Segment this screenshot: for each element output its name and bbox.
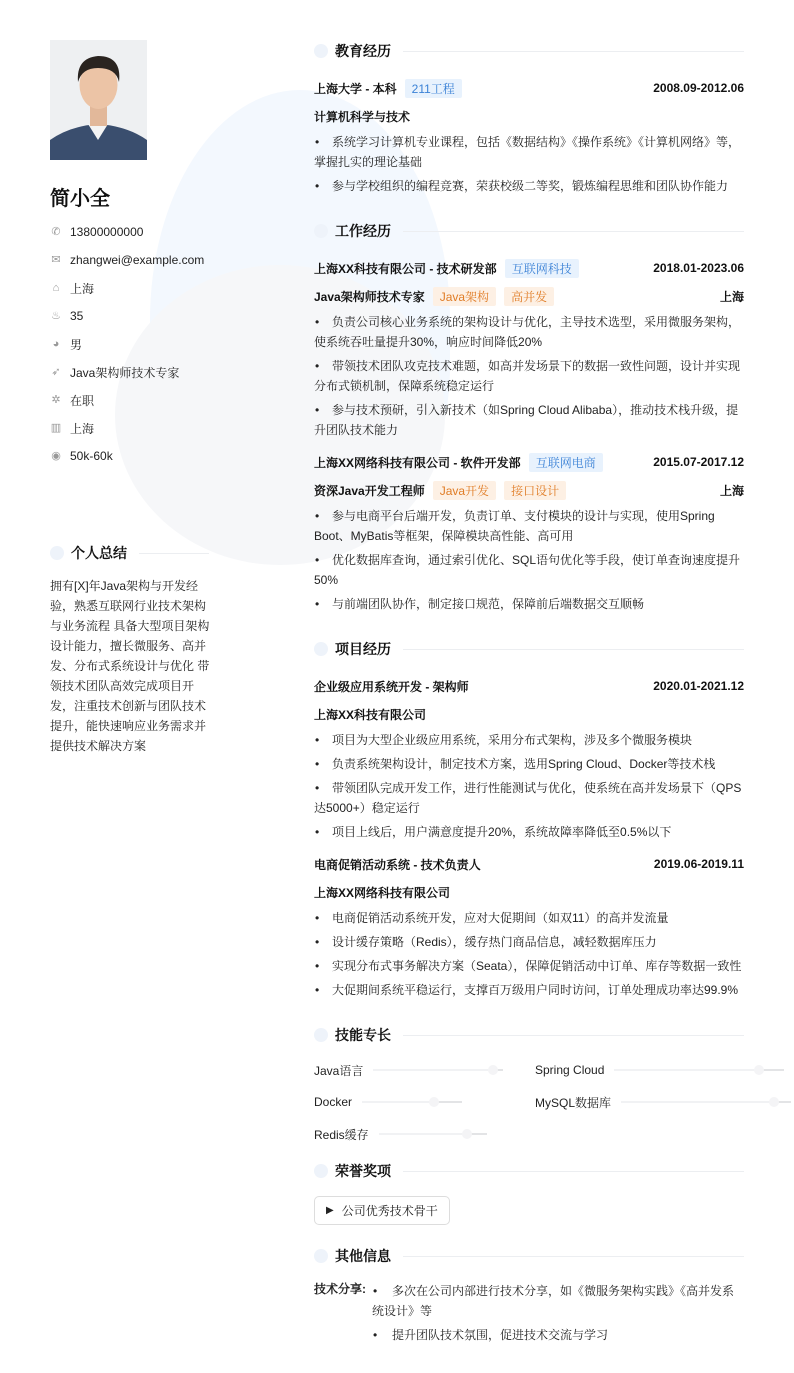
bullet-text: 参与技术预研，引入新技术（如Spring Cloud Alibaba），推动技术栈升级，提升团队技术能力 [314,403,739,437]
list-item [314,176,744,196]
skill-level-bar [379,1133,487,1135]
skill-name: Docker [314,1095,353,1109]
divider [403,231,744,232]
list-item [314,132,744,172]
info-text: 男 [70,337,83,352]
skill-level-knob [462,1129,472,1139]
list-item [314,778,744,818]
skill-level-bar [362,1101,462,1103]
projects-section [314,638,744,1000]
bullet-list [314,506,744,614]
section-dot-icon [314,44,328,58]
bullet-text: 实现分布式事务解决方案（Seata），保障促销活动中订单、库存等数据一致性 [332,959,742,973]
skill-level-knob [429,1097,439,1107]
skill-name: Spring Cloud [535,1063,605,1077]
entry [314,448,744,614]
bullet-icon: • [315,825,320,839]
divider [403,649,744,650]
section-dot-icon [314,224,328,238]
entry-subtitle: 资深Java开发工程师 [314,483,425,498]
tech-sharing-label: 技术分享: [314,1282,366,1296]
sidebar [50,40,265,756]
list-item [314,730,744,750]
skill-level-knob [754,1065,764,1075]
info-row [50,302,265,330]
section-heading [314,638,744,660]
info-row [50,330,265,358]
entry-location: 上海 [719,289,744,304]
info-row [50,358,265,386]
entry-date: 2019.06-2019.11 [653,857,744,871]
bullet-icon: • [315,359,320,373]
bullet-icon: • [315,733,320,747]
bullet-icon: • [315,315,320,329]
bullet-text: 负责公司核心业务系统的架构设计与优化，主导技术选型，采用微服务架构，使系统吞吐量提升30%，响应时间降低20% [314,315,741,349]
section-heading [314,220,744,242]
info-row [50,274,265,302]
entry-location: 上海 [719,483,744,498]
entry-subtitle: 上海XX科技有限公司 [314,707,427,722]
bullet-text: 参与电商平台后端开发，负责订单、支付模块的设计与实现，使用Spring Boot、MyBatis等框架，保障模块高性能、高可用 [314,509,715,543]
entry-header [314,448,744,476]
list-item [314,908,744,928]
list-item [372,1281,744,1321]
divider [403,1171,744,1172]
section-heading [314,1160,744,1182]
education-section [314,40,744,196]
bullet-icon: • [315,135,320,149]
skill-item [314,1124,535,1144]
entry-subtitle: 计算机科学与技术 [314,109,411,124]
list-item [372,1325,744,1345]
phone-icon: ✆ [51,226,61,238]
skill-item [535,1092,744,1112]
main-content [314,40,744,1373]
skill-level-bar [373,1069,503,1071]
info-text: 13800000000 [70,225,144,239]
profile-photo [50,40,147,160]
bullet-text: 参与学校组织的编程竞赛，荣获校级二等奖，锻炼编程思维和团队协作能力 [332,179,729,193]
skill-item [314,1060,535,1080]
entry-subtitle: 上海XX网络科技有限公司 [314,885,451,900]
other-section [314,1245,744,1349]
entries [314,254,744,614]
gender-icon: ◕ [52,338,60,350]
entry-title: 企业级应用系统开发 - 架构师 [314,679,469,694]
bullet-icon: • [315,403,320,417]
skill-level-bar [621,1101,791,1103]
list-item [314,932,744,952]
bullet-icon: • [315,553,320,567]
info-row [50,386,265,414]
bullet-text: 设计缓存策略（Redis），缓存热门商品信息，减轻数据库压力 [332,935,657,949]
entry-title: 上海XX科技有限公司 - 技术研发部 [314,261,497,276]
bullet-icon: • [315,179,320,193]
entry-date: 2018.01-2023.06 [653,261,744,275]
entry-subheader [314,102,744,130]
bullet-icon: • [315,509,320,523]
info-row [50,218,265,246]
bullet-text: 项目为大型企业级应用系统，采用分布式架构，涉及多个微服务模块 [332,733,693,747]
tag: 互联网电商 [529,453,603,472]
info-text: Java架构师技术专家 [70,365,180,380]
bullet-list [314,312,744,440]
entry [314,672,744,842]
section-title: 技能专长 [335,1027,391,1043]
bullet-icon: • [315,911,320,925]
divider [403,1035,744,1036]
skills-grid [314,1060,744,1144]
entry-header [314,850,744,878]
bullet-icon: • [315,935,320,949]
entry-title: 上海大学 - 本科 [314,81,397,96]
entry-subheader [314,282,744,310]
summary-text: 拥有[X]年Java架构与开发经验，熟悉互联网行业技术架构与业务流程 具备大型项目架构设计能力，擅长微服务、高并发、分布式系统设计与优化 带领技术团队高效完成项目开发，注重技术创新与团队技术提升，能快速响应业务需求并提供技术解决方案 [50,579,210,753]
section-title: 其他信息 [335,1248,391,1264]
divider [403,1256,744,1257]
entry-title: 电商促销活动系统 - 技术负责人 [314,857,481,872]
entry [314,74,744,196]
section-dot-icon [314,1028,328,1042]
section-heading [314,40,744,62]
section-heading [314,1245,744,1267]
status-icon: ✲ [51,394,61,406]
bullet-icon: • [315,757,320,771]
bullet-icon: • [315,959,320,973]
tech-sharing [314,1279,744,1349]
bullet-icon: • [373,1328,378,1342]
list-item [314,312,744,352]
list-item [314,822,744,842]
skill-name: Java语言 [314,1063,364,1078]
info-text: 上海 [70,281,95,296]
skill-name: MySQL数据库 [535,1095,612,1110]
bullet-icon: • [315,781,320,795]
section-dot-icon [314,642,328,656]
salary-icon: ◉ [51,450,61,462]
skill-level-knob [769,1097,779,1107]
info-text: 35 [70,309,84,323]
section-dot-icon [314,1249,328,1263]
list-item [314,356,744,396]
bullet-text: 大促期间系统平稳运行，支撑百万级用户同时访问，订单处理成功率达99.9% [332,983,739,997]
entry-date: 2008.09-2012.06 [653,81,744,95]
info-text: 在职 [70,393,95,408]
entry [314,254,744,440]
info-text: zhangwei@example.com [70,253,205,267]
mail-icon: ✉ [51,254,61,266]
entry-subheader [314,878,744,906]
bullet-text: 多次在公司内部进行技术分享，如《微服务架构实践》《高并发系统设计》等 [372,1284,735,1318]
section-heading [314,1024,744,1046]
send-icon: ➶ [51,366,61,378]
candidate-name: 简小全 [50,188,110,210]
entry-date: 2015.07-2017.12 [653,455,744,469]
entry-title: 上海XX网络科技有限公司 - 软件开发部 [314,455,521,470]
contact-info [50,218,265,470]
bullet-text: 带领技术团队攻克技术难题，如高并发场景下的数据一致性问题，设计并实现分布式锁机制，保障系统稳定运行 [314,359,741,393]
skill-item [535,1060,744,1080]
skill-item [314,1092,535,1112]
awards-section [314,1160,744,1225]
tag: 高并发 [504,287,554,306]
tag: 211工程 [405,79,462,98]
play-icon: ▶ [326,1205,334,1216]
list-item [314,506,744,546]
work-section [314,220,744,614]
section-title: 项目经历 [335,641,391,657]
entry-subheader [314,476,744,504]
section-title: 教育经历 [335,43,391,59]
bullet-text: 项目上线后，用户满意度提升20%，系统故障率降低至0.5%以下 [332,825,672,839]
skill-level-bar [614,1069,784,1071]
cake-icon: ♨ [51,310,61,322]
info-row [50,414,265,442]
entry-date: 2020.01-2021.12 [653,679,744,693]
skill-name: Redis缓存 [314,1127,369,1142]
list-item [314,594,744,614]
divider [403,51,744,52]
entry-header [314,254,744,282]
list-item [314,754,744,774]
bullet-list [314,132,744,196]
list-item [314,980,744,1000]
bullet-text: 电商促销活动系统开发，应对大促期间（如双11）的高并发流量 [332,911,669,925]
list-item [314,956,744,976]
entry-subheader [314,700,744,728]
home-icon: ⌂ [52,282,60,294]
info-text: 上海 [70,421,95,436]
list-item [314,550,744,590]
section-dot-icon [50,546,64,560]
bullet-text: 提升团队技术氛围，促进技术交流与学习 [392,1328,609,1342]
tag: 互联网科技 [505,259,579,278]
section-dot-icon [314,1164,328,1178]
section-title: 工作经历 [335,223,391,239]
tag: Java开发 [433,481,496,500]
bullet-icon: • [373,1284,378,1298]
entry-header [314,672,744,700]
award-text: 公司优秀技术骨干 [341,1204,438,1218]
entry-subtitle: Java架构师技术专家 [314,289,425,304]
list-item [314,400,744,440]
bullet-list [372,1281,744,1349]
entry-header [314,74,744,102]
bullet-icon: • [315,597,320,611]
skills-section [314,1024,744,1144]
info-row [50,246,265,274]
section-title: 个人总结 [71,545,127,561]
bullet-text: 负责系统架构设计，制定技术方案，选用Spring Cloud、Docker等技术栈 [332,757,716,771]
bullet-list [314,730,744,842]
entries [314,74,744,196]
bullet-text: 带领团队完成开发工作，进行性能测试与优化，使系统在高并发场景下（QPS达5000+）稳定运行 [314,781,742,815]
building-icon: ▥ [50,422,62,434]
bullet-list [314,908,744,1000]
bullet-text: 系统学习计算机专业课程，包括《数据结构》《操作系统》《计算机网络》等，掌握扎实的理论基础 [314,135,741,169]
tag: Java架构 [433,287,496,306]
award-item[interactable] [314,1196,450,1225]
skill-level-knob [488,1065,498,1075]
divider [139,553,209,554]
info-row [50,442,265,470]
bullet-text: 与前端团队协作，制定接口规范，保障前后端数据交互顺畅 [332,597,645,611]
section-title: 荣誉奖项 [335,1163,391,1179]
bullet-text: 优化数据库查询，通过索引优化、SQL语句优化等手段，使订单查询速度提升50% [314,553,741,587]
summary-heading [50,542,265,564]
info-text: 50k-60k [70,449,113,463]
entry [314,850,744,1000]
tag: 接口设计 [504,481,566,500]
entries [314,672,744,1000]
bullet-icon: • [315,983,320,997]
